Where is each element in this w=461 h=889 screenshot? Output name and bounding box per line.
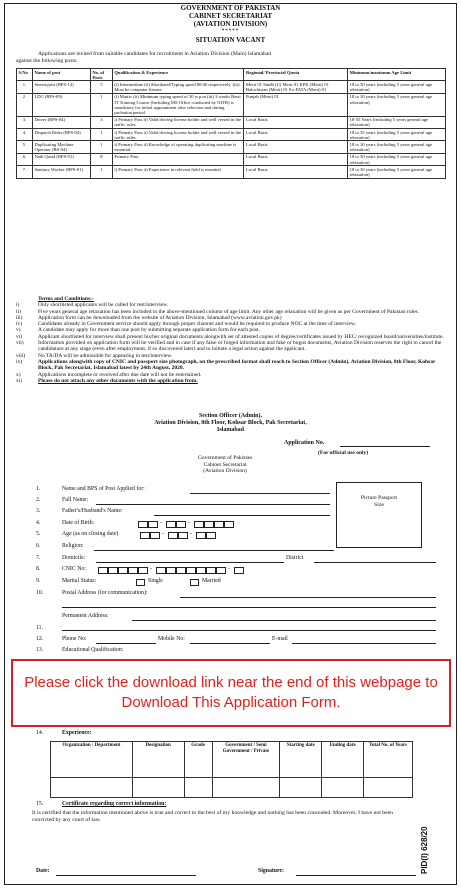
permanent-address-input[interactable] — [132, 620, 436, 621]
posts-body — [17, 81, 446, 178]
posts-cell-age: 18 to 30 years (including 5 years general age relaxation) — [348, 81, 446, 93]
digit-box[interactable] — [148, 521, 158, 528]
experience-cell[interactable] — [212, 778, 280, 798]
term-text: Information provided on application form will be verified and in case if any false or forged information and fake or bogus documents, Aviation Division reserves the right to cancel the candidature at any stage (even after employment, if so discovered later) and to initiate a legal action against the applicant. — [38, 340, 442, 353]
term-number: x) — [16, 371, 21, 378]
digit-box[interactable] — [224, 521, 234, 528]
field-label-postal: Postal Address (for communication): — [62, 590, 148, 596]
separator-dash: - — [188, 520, 190, 526]
certificate-text: It is certified that the information mentioned above is true and correct to the best of my knowledge and nothing has been concealed. Moreover, I have not been convicted by any court of law. — [32, 810, 393, 823]
experience-header-cell: Starting date — [280, 742, 322, 778]
posts-cell-num: 3 — [90, 116, 112, 128]
postal-address-input-2[interactable] — [62, 607, 436, 608]
experience-cell[interactable] — [322, 778, 364, 798]
field-num-9: 9. — [36, 578, 41, 584]
separator-dash: - — [190, 531, 192, 537]
field-label-marital: Marital Status: — [62, 578, 97, 584]
field-num-1: 1. — [36, 486, 41, 492]
table-row — [17, 129, 446, 141]
posts-cell-sno: 7. — [17, 166, 33, 178]
term-text: Five years general age relaxation has been included in the above-mentioned column of age limit. Any other age relaxation will be given as per Government of Pakistan rules. — [38, 308, 420, 315]
posts-cell-age: 18 to 35 years (including 5 years general age relaxation) — [348, 129, 446, 141]
term-number: ii) — [16, 308, 21, 315]
term-number: iii) — [16, 314, 23, 321]
experience-cell[interactable] — [51, 778, 133, 798]
experience-header-cell: Grade — [184, 742, 212, 778]
field-label-religion: Religion: — [62, 543, 84, 549]
posts-header-cell: Minimum/maximum Age Limit — [348, 69, 446, 81]
table-row — [17, 166, 446, 178]
posts-cell-qual: Primary Pass — [112, 153, 244, 165]
posts-cell-post: Sanitary Worker (BPS-01) — [32, 166, 90, 178]
term-text: Applications alongwith copy of CNIC and passport size photograph, on the prescribed format shall reach to Section Officer (Admin), Aviation Division, 8th Floor, Kohsar Block, Pak Secretariat, Islamabad latest by 24th August, 2020. — [38, 358, 436, 372]
postal-address-input[interactable] — [180, 597, 436, 598]
digit-box[interactable] — [206, 567, 216, 574]
date-input[interactable] — [56, 875, 196, 876]
term-number: vi) — [16, 333, 23, 340]
photo-box[interactable] — [336, 482, 422, 548]
field-label-father-name: Father's/Husband's Name: — [62, 508, 123, 514]
terms-list — [16, 302, 446, 384]
header-govt: GOVERNMENT OF PAKISTAN — [180, 4, 281, 12]
address-line3: Islamabad — [216, 427, 244, 433]
posts-header-cell: Name of post — [32, 69, 90, 81]
term-text: Applications incomplete or received after due date will not be entertained. — [38, 371, 202, 378]
digit-box[interactable] — [196, 532, 206, 539]
form-govt-heading — [160, 455, 290, 475]
digit-box[interactable] — [168, 532, 178, 539]
application-no-field[interactable] — [340, 446, 430, 447]
digit-box[interactable] — [150, 532, 160, 539]
posts-cell-qual: (i) Matric (ii) Minimum typing speed of 30 w.p.m (iii) 3 weeks Basic IT Training Course (Including MS Office conducted by NITB) is mandatory for initial appointment after selection and during probation period — [112, 93, 244, 116]
list-item — [16, 340, 446, 353]
download-notice-text: Please click the download link near the end of this webpage to Download This Application Form. — [24, 674, 438, 711]
posts-cell-quota: Local Basis — [244, 116, 348, 128]
date-label: Date: — [36, 868, 50, 874]
experience-cell[interactable] — [364, 778, 413, 798]
experience-header-cell: Government / Semi Government / Private — [212, 742, 280, 778]
field-label-permanent: Permanent Address: — [62, 613, 109, 619]
digit-box[interactable] — [234, 567, 244, 574]
posts-cell-post: Naib Qasid (BPS-01) — [32, 153, 90, 165]
field-label-cnic: CNIC No: — [62, 566, 86, 572]
digit-box[interactable] — [214, 521, 224, 528]
term-number: xi) — [16, 377, 23, 384]
field-num-13: 13. — [36, 647, 44, 653]
posts-cell-age: 18 to 30 years (including 5 years general age relaxation) — [348, 141, 446, 153]
posts-cell-qual: (i) Intermediate (ii) Shorthand/Typing speed 80/40 respectively. (iii) Must be computer literate — [112, 81, 244, 93]
term-number: v) — [16, 327, 21, 334]
field-label-certificate: Certificate regarding correct information: — [62, 801, 167, 807]
intro-line2: against the following posts: — [16, 58, 78, 64]
table-row — [17, 81, 446, 93]
digit-box[interactable] — [206, 532, 216, 539]
posts-cell-age: 18-35 Years (including 5 years general age relaxation) — [348, 116, 446, 128]
term-text: Candidates already in Government service should apply through proper channel and would be required to produce NOC at the time of interview. — [38, 321, 356, 328]
field-num-2: 2. — [36, 497, 41, 503]
posts-cell-quota: Merit 01 Sindh (U) Merit 01 KPK (Merit) 01 Balochistan (Merit) 01 Ex-FATA (Merit) 01 — [244, 81, 348, 93]
field-label-full-name: Full Name: — [62, 497, 89, 503]
form-govt-line1: Government of Pakistan — [197, 455, 253, 461]
experience-cell[interactable] — [132, 778, 184, 798]
experience-table — [50, 741, 413, 798]
digit-box[interactable] — [128, 567, 138, 574]
pid-code: PID(I) 628/20 — [420, 826, 429, 874]
posts-header-cell: S.No — [17, 69, 33, 81]
term-number: iv) — [16, 321, 23, 328]
digit-box[interactable] — [118, 567, 128, 574]
terms-section — [16, 296, 446, 384]
digit-box[interactable] — [140, 532, 150, 539]
table-row[interactable] — [51, 778, 413, 798]
digit-box[interactable] — [176, 567, 186, 574]
digit-box[interactable] — [196, 567, 206, 574]
field-num-7: 7. — [36, 555, 41, 561]
married-label: Married — [202, 578, 221, 584]
posts-cell-post: Dispatch Rider (BPS-04) — [32, 129, 90, 141]
term-text: Application form can be downloaded from the website of Aviation Division, Islamabad (www.aviation.gov.pk) — [38, 314, 282, 321]
posts-header-row — [17, 69, 446, 81]
experience-header-cell: Designation — [132, 742, 184, 778]
email-input[interactable] — [292, 643, 436, 644]
signature-input[interactable] — [296, 875, 416, 876]
mobile-input[interactable] — [190, 643, 270, 644]
field-num-10: 10. — [36, 590, 44, 596]
digit-box[interactable] — [138, 567, 148, 574]
field-label-phone: Phone No: — [62, 636, 87, 642]
page-title: SITUATION VACANT — [195, 36, 266, 44]
posts-cell-quota: Local Basis — [244, 153, 348, 165]
field-label-dob: Date of Birth: — [62, 520, 95, 526]
separator-dash: - — [160, 520, 162, 526]
digit-box[interactable] — [98, 567, 108, 574]
posts-cell-num: 1 — [90, 166, 112, 178]
term-text: Applicant shortlisted for interview shall present his/her original documents alongwith set of attested copies of degree/certificates issued by HEC/ recognized board/universities/institute. — [38, 333, 444, 340]
experience-header-cell: Total No. of Years — [364, 742, 413, 778]
field-label-experience: Experience: — [62, 730, 92, 736]
address-line1: Section Officer (Admin), — [198, 413, 263, 419]
phone-input[interactable] — [96, 643, 156, 644]
posts-cell-qual: i) Primary Pass ii) Experience in relevant field is essential — [112, 166, 244, 178]
field-label-domicile: Domicile: — [62, 555, 86, 561]
table-row — [17, 116, 446, 128]
table-row — [17, 141, 446, 153]
form-govt-line3: (Aviation Division) — [203, 468, 247, 475]
field-label-education: Educational Qualification: — [62, 647, 124, 653]
experience-header-cell: Organization / Department — [51, 742, 133, 778]
field-num-3: 3. — [36, 508, 41, 514]
field-num-8: 8. — [36, 566, 41, 572]
field-num-5: 5. — [36, 531, 41, 537]
term-number: ix) — [16, 358, 23, 365]
term-text: Only shortlisted applicants will be called for test/interview. — [38, 302, 169, 309]
posts-cell-num: 5 — [90, 81, 112, 93]
full-name-input[interactable] — [96, 504, 330, 505]
form-govt-line2: Cabinet Secretariat — [203, 461, 247, 468]
separator-dash: - — [228, 566, 230, 572]
header-cabinet: CABINET SECRETARIAT — [188, 12, 273, 20]
experience-cell[interactable] — [184, 778, 212, 798]
posts-cell-sno: 1. — [17, 81, 33, 93]
posts-cell-post: Stenotypist (BPS-14) — [32, 81, 90, 93]
posts-cell-age: 18 to 30 years (including 5 years general age relaxation) — [348, 153, 446, 165]
posts-cell-post: LDC (BPS-09) — [32, 93, 90, 116]
permanent-address-input-2[interactable] — [62, 630, 436, 631]
digit-box[interactable] — [166, 521, 176, 528]
field-num-12: 12. — [36, 636, 44, 642]
official-use-note: (For official use only) — [318, 450, 369, 456]
term-number: vii) — [16, 340, 24, 347]
field-num-4: 4. — [36, 520, 41, 526]
term-text: No TA/DA will be admissible for appearing in test/interview. — [38, 352, 173, 359]
term-text: A candidate may apply for more than one post by submitting separate application form for each post. — [38, 327, 260, 334]
religion-input[interactable] — [94, 550, 334, 551]
table-row — [17, 153, 446, 165]
father-name-input[interactable] — [154, 515, 330, 516]
posts-cell-sno: 5. — [17, 141, 33, 153]
posts-cell-num: 1 — [90, 129, 112, 141]
header-division: (AVIATION DIVISION) — [193, 20, 268, 28]
field-label-age: Age (as on closing date) — [62, 531, 119, 537]
digit-box[interactable] — [156, 567, 166, 574]
posts-cell-age: 18 to 30 years (including 5 years general age relaxation) — [348, 93, 446, 116]
single-checkbox[interactable] — [136, 579, 145, 586]
digit-box[interactable] — [176, 521, 186, 528]
field-num-14: 14. — [36, 730, 44, 736]
district-input[interactable] — [314, 562, 436, 563]
posts-cell-num: 1 — [90, 93, 112, 116]
posts-cell-post: Driver (BPS-04) — [32, 116, 90, 128]
digit-box[interactable] — [204, 521, 214, 528]
digit-box[interactable] — [194, 521, 204, 528]
header-stars: ***** — [221, 29, 240, 34]
list-item — [16, 359, 446, 372]
term-text: Please do not attach any other documents with the application from. — [38, 377, 198, 384]
posts-header-cell: No. of Posts — [90, 69, 112, 81]
posts-header-cell: Regional/ Provincial Quota — [244, 69, 348, 81]
posts-table — [16, 68, 446, 179]
posts-cell-quota: Punjab (Merit) 01 — [244, 93, 348, 116]
photo-size-label: Size — [374, 502, 384, 508]
district-label: District — [286, 555, 304, 561]
posts-cell-age: 18 to 30 years (including 5 years general age relaxation) — [348, 166, 446, 178]
digit-box[interactable] — [178, 532, 188, 539]
list-item — [16, 378, 446, 384]
experience-cell[interactable] — [280, 778, 322, 798]
posts-cell-sno: 3. — [17, 116, 33, 128]
email-label: E-mail — [272, 636, 288, 642]
term-number: viii) — [16, 352, 26, 359]
posts-cell-num: 1 — [90, 141, 112, 153]
term-number: i) — [16, 302, 20, 309]
posts-cell-post: Duplicating Machine Operator (BS-04) — [32, 141, 90, 153]
address-line2: Aviation Division, 8th Floor, Kohsar Block, Pak Secretariat, — [154, 420, 307, 426]
field-label-post: Name and BPS of Post Applied for: — [62, 486, 145, 492]
signature-label: Signature: — [258, 868, 284, 874]
digit-box[interactable] — [138, 521, 148, 528]
posts-cell-quota: Local Basis — [244, 166, 348, 178]
married-checkbox[interactable] — [190, 579, 199, 586]
field-num-11: 11. — [36, 625, 44, 631]
separator-dash: - — [162, 531, 164, 537]
table-row — [17, 93, 446, 116]
mobile-label: Mobile No: — [158, 636, 185, 642]
experience-header-cell: Ending date — [322, 742, 364, 778]
post-applied-input[interactable] — [190, 493, 330, 494]
digit-box[interactable] — [216, 567, 226, 574]
posts-cell-qual: i) Primary Pass ii) Valid driving license holder and well versed in the traffic rules — [112, 116, 244, 128]
download-notice — [11, 659, 451, 727]
experience-header-row — [51, 742, 413, 778]
posts-cell-sno: 2. — [17, 93, 33, 116]
digit-box[interactable] — [108, 567, 118, 574]
posts-cell-quota: Local Basis — [244, 141, 348, 153]
intro-line1: Applications are invited from suitable candidates for recruitment in Aviation Division (Main) Islamabad — [38, 51, 271, 57]
digit-box[interactable] — [166, 567, 176, 574]
field-num-15: 15. — [36, 801, 44, 807]
posts-cell-quota: Local Basis — [244, 129, 348, 141]
separator-dash: - — [150, 566, 152, 572]
domicile-input[interactable] — [96, 562, 284, 563]
field-num-6: 6. — [36, 543, 41, 549]
photo-label: Picture Passport — [360, 495, 398, 501]
posts-cell-sno: 6. — [17, 153, 33, 165]
posts-header-cell: Qualification & Experience — [112, 69, 244, 81]
posts-cell-qual: i) Primary Pass ii) Knowledge of operating duplicating machine is essential. — [112, 141, 244, 153]
application-no-label: Application No. — [284, 440, 325, 446]
experience-body[interactable] — [51, 778, 413, 798]
posts-cell-qual: i) Primary Pass ii) Valid driving license holder and well versed in the traffic rules — [112, 129, 244, 141]
single-label: Single — [148, 578, 163, 584]
posts-cell-sno: 4. — [17, 129, 33, 141]
posts-cell-num: 8 — [90, 153, 112, 165]
digit-box[interactable] — [186, 567, 196, 574]
terms-title: Terms and Conditions:- — [38, 296, 94, 302]
